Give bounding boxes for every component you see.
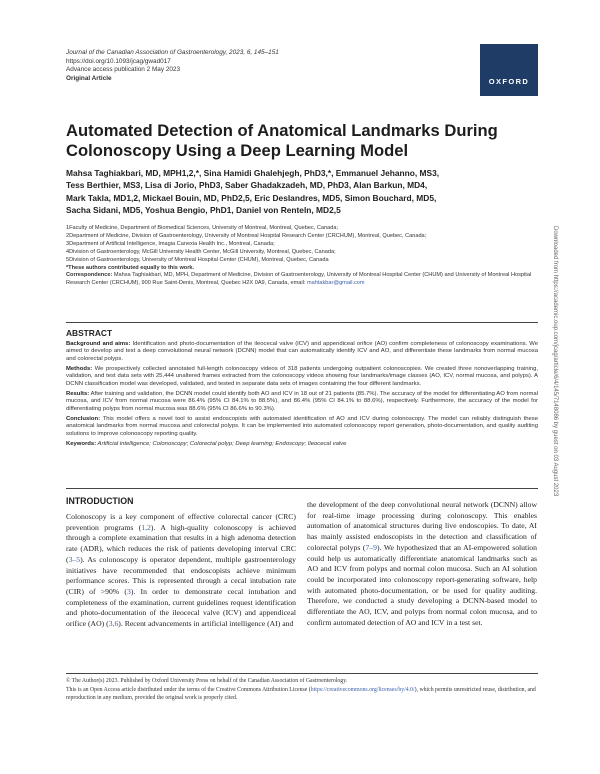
abstract-label: Conclusion:	[66, 415, 101, 422]
reference-link[interactable]: 7–9	[365, 542, 378, 552]
copyright-line: © The Author(s) 2023. Published by Oxford University Press on behalf of the Canadian Association of Gastroenterology.	[66, 678, 348, 684]
affiliations	[66, 225, 538, 288]
author-line: Mahsa Taghiakbari, MD, MPH1,2,*, Sina Hamidi Ghalehjegh, PhD3,*, Emmanuel Jehanno, MS3,	[66, 168, 440, 178]
intro-text: ). A high-quality colonoscopy is achieved through a complete examination that results in a high adenoma detection rate (ADR), which reduces the risk of patients developing interval CRC (	[66, 522, 296, 564]
keywords-text: Artificial intelligence; Colonoscopy; Colorectal polyp; Deep learning; Endoscopy; Ileocecal valve	[97, 440, 347, 447]
abstract-text: Identification and photo-documentation of the ileocecal valve (ICV) and appendiceal orifice (AO) confirm completeness of colonoscopy examinations. We aimed to develop and test a deep convolutional neural network (DCNN) model that can automatically identify ICV and AO, and differentiate these landmarks from normal mucosa and colorectal polyps.	[66, 341, 538, 362]
oxford-logo	[480, 44, 538, 96]
abstract-text: We prospectively collected annotated full-length colonoscopy videos of 318 patients undergoing outpatient colonoscopies. We created three nonoverlapping training, validation, and test data sets with 25,444 unaltered frames extracted from the colonoscopy videos showing four landmarks/image classes (AO, ICV, normal mucosa, and polyps). A DCNN classification model was developed, validated, and tested in separate data sets of images containing the four different landmarks.	[66, 365, 538, 387]
abstract-text: This model offers a novel tool to assist endoscopists with automated identification of AO and ICV during colonoscopy. The model can reliably distinguish these anatomical landmarks from normal mucosa and colorectal polyps. It can be implemented into automated colonoscopy report generation, photo-documentation, and quality auditing solutions to improve colonoscopy reporting quality.	[66, 415, 539, 437]
abstract-label: Keywords:	[66, 440, 97, 447]
abstract-top-rule	[66, 322, 538, 323]
intro-text: ). As colonoscopy is operator dependent, multiple gastroenterology initiatives have recommended that endoscopists achieve minimum performance scores. This is represented through a cecal intubation rate (CIR) of >90% (	[66, 554, 296, 596]
equal-contribution-note: *These authors contributed equally to this work.	[66, 264, 195, 271]
author-line: Tess Berthier, MS3, Lisa di Jorio, PhD3, Saber Ghadakzadeh, MD, PhD3, Alan Barkun, MD4,	[66, 180, 428, 191]
license-text: This is an Open Access article distributed under the terms of the Creative Commons Attribution License (	[66, 686, 311, 693]
reference-link[interactable]: 3,6	[108, 619, 119, 629]
affiliation: 3Department of Artificial Intelligence, Imagia Canexia Health Inc., Montreal, Canada;	[66, 240, 275, 247]
footer-rule	[66, 673, 538, 674]
license-line	[66, 686, 538, 703]
advance-access: Advance access publication 2 May 2023	[66, 66, 181, 74]
abstract-methods	[66, 366, 538, 388]
correspondence	[66, 272, 538, 288]
affiliation: 1Faculty of Medicine, Department of Biomedical Sciences, University of Montreal, Montreal, Quebec, Canada;	[66, 225, 339, 231]
abstract	[66, 328, 538, 451]
author-list	[66, 167, 536, 217]
intro-text: ). In order to demonstrate cecal intubation and completeness of the examination, current guidelines request identification and photo-documentation of the ileocecal valve (ICV) and appendiceal orifice (AO) (	[66, 586, 297, 629]
correspondence-email[interactable]: mahtakbar@gmail.com	[306, 280, 365, 287]
abstract-heading: ABSTRACT	[66, 328, 113, 338]
affiliation: 4Division of Gastroenterology, McGill University Health Center, McGill University, Montreal, Quebec, Canada;	[66, 248, 336, 255]
abstract-conclusion	[66, 416, 538, 438]
oxford-logo-text: OXFORD	[488, 77, 530, 86]
reference-link[interactable]: 3	[126, 586, 131, 596]
intro-text: Colonoscopy is a key component of effective colorectal cancer (CRC) prevention programs (	[66, 512, 296, 532]
author-line: Sacha Sidani, MD5, Yoshua Bengio, PhD1, Daniel von Renteln, MD2,5	[66, 205, 341, 216]
journal-header	[66, 49, 536, 83]
abstract-results	[66, 391, 538, 413]
body-column-left	[66, 496, 296, 630]
download-note: Downloaded from https://academic.oup.com/jcag/article/6/4/145/7148086 by guest on 03 August 2023	[552, 226, 558, 497]
license-text: ), which permits unrestricted reuse, distribution, and reproduction in any medium, provided the original work is properly cited.	[66, 686, 536, 702]
abstract-bottom-rule	[66, 488, 538, 489]
intro-paragraph	[66, 512, 296, 630]
journal-citation: Journal of the Canadian Association of Gastroenterology, 2023, 6, 145–151	[66, 49, 279, 56]
intro-text: the development of the deep convolutional neural network (DCNN) allow for real-time image processing during colonoscopy. This enables automation of anatomical structures during live endoscopies. To date, AI has mainly assisted endoscopists in the detection and classification of colorectal polyps (	[307, 500, 537, 552]
correspondence-text: Mahsa Taghiakbari, MD, MPH, Department of Medicine, Division of Gastroenterology, University of Montreal Hospital Center (CHUM) and University of Montreal Hospital Research Center (CRCHUM), 900 Rue Saint-Denis, Montreal, Quebec H2X 0A9, Canada, email:	[66, 272, 532, 287]
affiliation: 5Division of Gastroenterology, University of Montreal Hospital Center (CHUM), Montreal, Quebec, Canada	[66, 256, 329, 263]
section-heading-introduction: INTRODUCTION	[66, 496, 134, 506]
body-column-right	[307, 500, 537, 628]
intro-text: ). Recent advancements in artificial intelligence (AI) and	[118, 619, 294, 629]
abstract-label: Results:	[66, 390, 90, 397]
abstract-text: After training and validation, the DCNN model could identify both AO and ICV in 18 out of 21 patients (85.7%). The accuracy of the model for differentiating AO from normal mucosa, and ICV from normal mucosa were 86.4% (95% CI 84.1% to 88.5%), and 86.4% (95% CI 84.1% to 88.6%), respectively. Furthermore, the accuracy of the model for differentiating polyps from normal mucosa was 88.6% (95% CI 86.6% to 90.3%).	[66, 390, 539, 412]
reference-link[interactable]: 3–5	[68, 554, 81, 564]
license-link[interactable]: https://creativecommons.org/licenses/by/4.0/	[310, 686, 415, 693]
author-line: Mark Takla, MD1,2, Mickael Bouin, MD, PhD2,5, Eric Deslandres, MD5, Simon Bouchard, MD5,	[66, 192, 437, 203]
article-title: Automated Detection of Anatomical Landmarks During Colonoscopy Using a Deep Learning Model	[66, 121, 498, 160]
correspondence-label: Correspondence:	[66, 272, 113, 279]
footer	[66, 677, 538, 703]
abstract-label: Background and aims:	[66, 341, 131, 347]
intro-text: ). We hypothesized that an AI-empowered solution could help us automatically differentiate anatomical landmarks such as AO and ICV from polyps and normal colon mucosa. Such an AI solution could be incorporated into colonoscopy report-generating software, help with automated photo-documentation, or be used for quality auditing. Therefore, we conducted a study developing a DCNN-based model to differentiate the AO, ICV, and polyps from normal colon mucosa, and to confirm automated detection of AO and ICV in a test set.	[307, 542, 537, 627]
abstract-background	[66, 341, 538, 363]
article-type: Original Article	[66, 74, 112, 82]
reference-link[interactable]: 1,2	[141, 522, 151, 532]
abstract-keywords	[66, 441, 538, 448]
abstract-label: Methods:	[66, 365, 93, 372]
affiliation: 2Department of Medicine, Division of Gastroenterology, University of Montreal Hospital Research Center (CRCHUM), Montreal, Quebec, Canada;	[66, 232, 427, 239]
doi-link[interactable]: https://doi.org/10.1093/jcag/gwad017	[66, 57, 171, 65]
download-watermark	[550, 226, 560, 556]
intro-paragraph-continued	[307, 500, 537, 628]
